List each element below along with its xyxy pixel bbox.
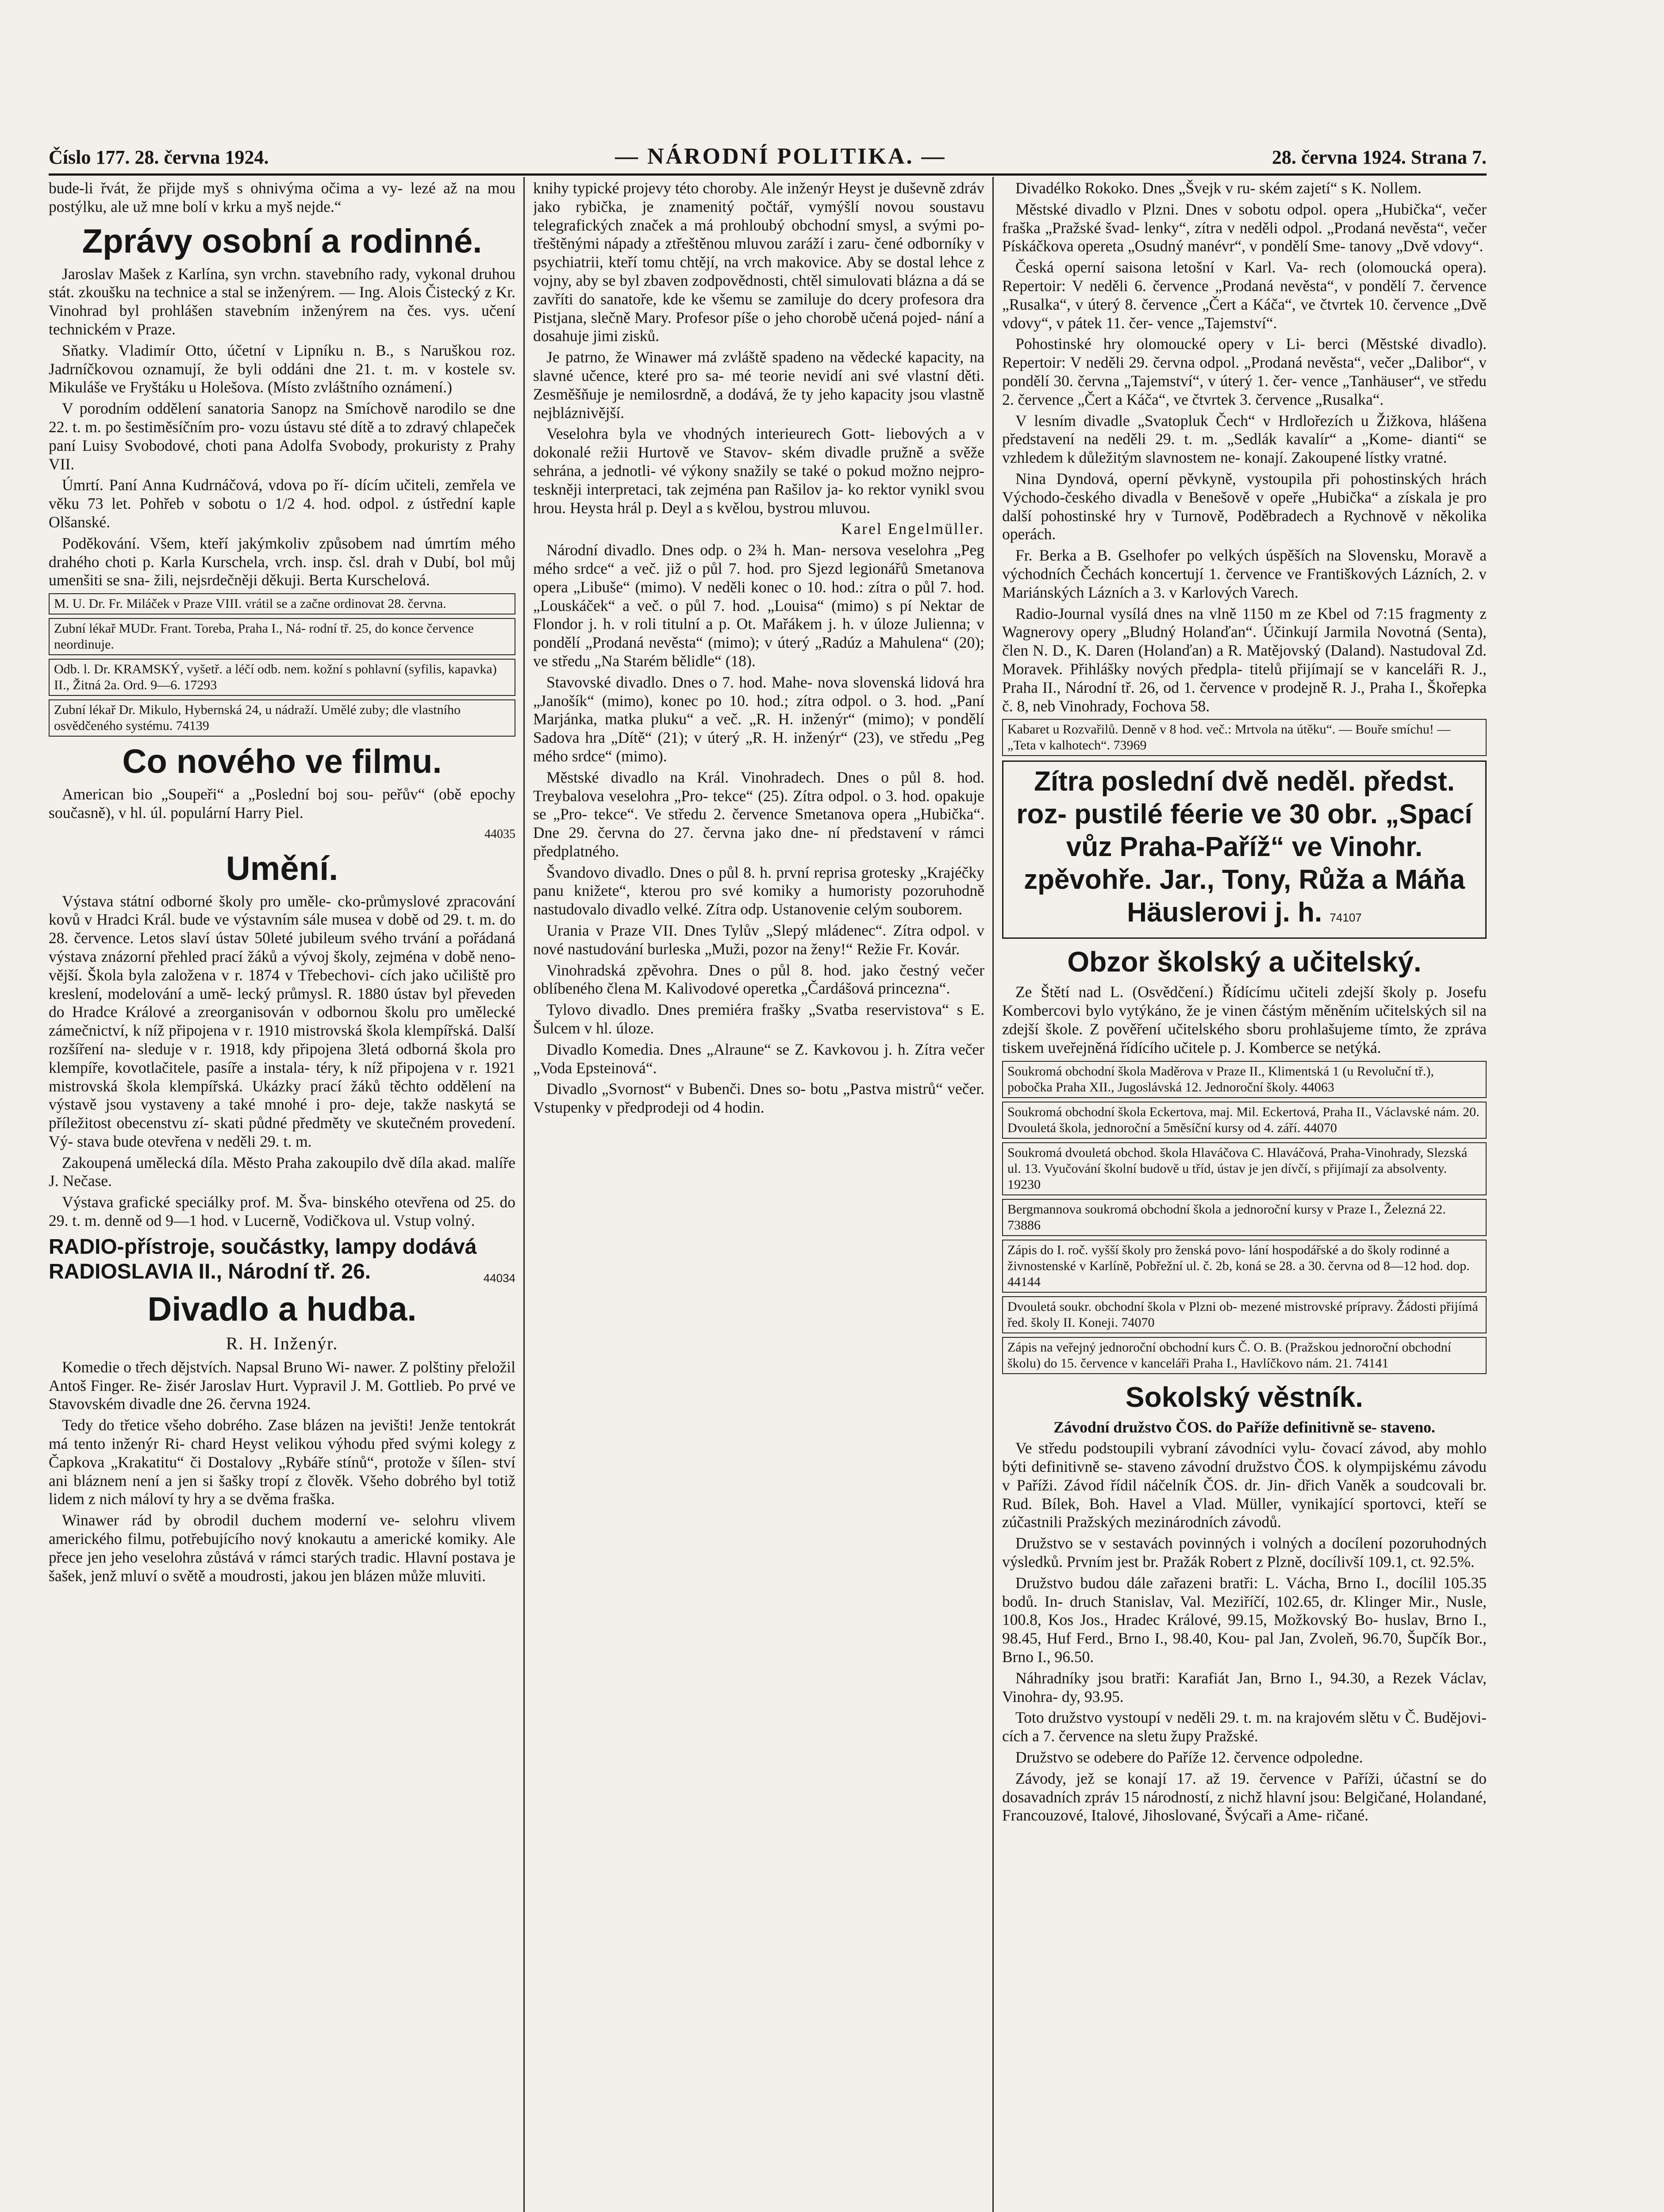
- theatre-notice: Pohostinské hry olomoucké opery v Li- berci (Městské divadlo). Repertoir: V neděli 29. června odpol. „Prodaná nevěsta“, večer „Dalibor“, v pondělí 30. června „Tajemství“, v úterý 1. čer- vence „Tanhäuser“, ve středu 2. července „Čert a Káča“, ve čtvrtek 3. července „Rusalka“.: [1002, 335, 1487, 408]
- article-continuation: bude-li řvát, že přijde myš s ohnivýma očima a vy- lezé až na mou postýlku, ale už mne bolí v krku a myš nejde.“: [49, 179, 515, 215]
- section-heading-theatre: Divadlo a hudba.: [147, 1290, 417, 1328]
- issue-number: Číslo 177. 28. června 1924.: [49, 146, 269, 168]
- school-advertisement: Zápis do I. roč. vyšší školy pro ženská povo- lání hospodářské a do školy rodinné a živnostenské v Karlíně, Pobřežní ul. č. 2b, koná se 28. a 30. června od 8—12 hod. dop. 44144: [1002, 1240, 1487, 1293]
- featured-ad-text: Zítra poslední dvě neděl. předst. roz- pustilé féerie ve 30 obr. „Spací vůz Praha-Paříž“ ve Vinohr. zpěvohře. Jar., Tony, Růža a Máňa Häuslerovi j. h.: [1016, 766, 1472, 928]
- article-paragraph: Náhradníky jsou bratři: Karafiát Jan, Brno I., 94.30, a Rezek Václav, Vinohra- dy, 93.95.: [1002, 1669, 1487, 1705]
- theatre-notice: Tylovo divadlo. Dnes premiéra frašky „Svatba reservistova“ s E. Šulcem v hl. úloze.: [533, 1001, 984, 1037]
- article-paragraph: Výstava grafické speciálky prof. M. Šva- binského otevřena od 25. do 29. t. m. denně od 9—1 hod. v Lucerně, Vodičkova ul. Vstup volný.: [49, 1193, 515, 1230]
- theatre-notice: Divadélko Rokoko. Dnes „Švejk v ru- ském zajetí“ s K. Nollem.: [1015, 179, 1422, 197]
- theatre-notice: Městské divadlo na Král. Vinohradech. Dnes o půl 8. hod. Treybalova veselohra „Pro- tekce“ (25). Zítra odpol. o 3. hod. opakuje se „Pro- tekce“. Ve středu 2. července Smetanova opera „Hubička“. Dne 29. června do 27. června jako dne- ní představení v rámci předplatného.: [533, 768, 984, 860]
- school-advertisement: Bergmannova soukromá obchodní škola a jednoroční kursy v Praze I., Železná 22. 73886: [1002, 1199, 1487, 1236]
- ad-code: 44035: [484, 827, 515, 841]
- article-paragraph: Tedy do třetice všeho dobrého. Zase blázen na jevišti! Jenže tentokrát má tento inženýr Ri- chard Heyst velikou výhodu před svými kolegy z Čapkova „Krakatitu“ či Dostalovy „Rybáře stínů“, protože v šílen- ství ani bláznem není a jen si šašky tropí z člověk. Všeho dobrého byl totiž lidem z nich máloví ty hry a se dvěma fraška.: [49, 1416, 515, 1508]
- masthead: [49, 146, 1487, 173]
- article-paragraph: Družstvo se v sestavách povinných i volných a docílení pozoruhodných výsledků. Prvním jest br. Pražák Robert z Plzně, docílivší 109.1, ct. 92.5%.: [1002, 1534, 1487, 1571]
- radio-advertisement: [49, 1235, 515, 1284]
- article-paragraph: knihy typické projevy této choroby. Ale inženýr Heyst je duševně zdráv jako rybička, je znamenitý počtář, vymýšlí novou soustavu telegrafických značek a má prohloubý obchodní smysl, a svými po- třeštěnými nápady a ztřeštěnou mluvou zaráží i zaru- čené odborníky v psychiatrii, kteří tomu chtějí, na vrch makovice. Aby se dostal lehce z vojny, aby se byl zbaven zodpovědnosti, chtěl simulovati blázna a dá se zavříti do sanatoře, kde ke všemu se zamiluje do dcery profesora dra Pistjana, slečně Mary. Profesor píše o jeho chorobě učená pojed- nání a dosahuje jimi zisků.: [533, 179, 984, 345]
- advertisement: Odb. l. Dr. KRAMSKÝ, vyšetř. a léčí odb. nem. kožní s pohlavní (syfilis, kapavka) II., Žitná 2a. Ord. 9—6. 17293: [49, 659, 515, 696]
- article-paragraph: Sňatky. Vladimír Otto, účetní v Lipníku n. B., s Naruškou roz. Jadrníčkovou oznamují, že byli oddáni dne 21. t. m. v kostele sv. Mikuláše ve Fryštáku u Holešova. (Místo zvláštního oznámení.): [49, 341, 515, 396]
- school-advertisement: Dvouletá soukr. obchodní škola v Plzni ob- mezené mistrovské prípravy. Žádosti přijímá řed. školy II. Koneji. 74070: [1002, 1296, 1487, 1333]
- section-heading-film: Co nového ve filmu.: [122, 743, 442, 781]
- theatre-notice: Nina Dyndová, operní pěvkyně, vystoupila při pohostinských hrách Východo-českého divadla v Benešově v opeře „Hubička“ a získala je pro další pohostinské hry v Turnově, Poděbradech a Rychnově v několika operách.: [1002, 469, 1487, 543]
- theatre-notice: Urania v Praze VII. Dnes Tylův „Slepý mládenec“. Zítra odpol. v nové nastudování burleska „Muži, pozor na ženy!“ Režie Fr. Kovár.: [533, 922, 984, 958]
- school-advertisement: Soukromá obchodní škola Maděrova v Praze II., Klimentská 1 (u Revoluční tř.), pobočka Praha XII., Jugoslávská 12. Jednoroční školy. 44063: [1002, 1061, 1487, 1098]
- article-paragraph: Komedie o třech dějstvích. Napsal Bruno Wi- nawer. Z polštiny přeložil Antoš Finger. Re- žisér Jaroslav Hurt. Vypravil J. M. Gottlieb. Po prvé ve Stavovském divadle dne 26. června 1924.: [49, 1358, 515, 1413]
- article-paragraph: Poděkování. Všem, kteří jakýmkoliv způsobem nad úmrtím mého drahého choti p. Karla Kurschela, vrch. insp. čsl. drah v Dubí, bol můj umenšiti se sna- žili, nejsrdečněji děkuji. Berta Kurschelová.: [49, 534, 515, 589]
- school-advertisement: Soukromá dvouletá obchod. škola Hlaváčova C. Hlaváčová, Praha-Vinohrady, Slezská ul. 13. Vyučování školní budově u tříd, ústav je jen dívčí, s přijímají za absolventy. 19230: [1002, 1142, 1487, 1195]
- author-signature: Karel Engelmüller.: [841, 520, 984, 538]
- article-paragraph: Družstvo budou dále zařazeni bratři: L. Vácha, Brno I., docílil 105.35 bodů. In- druch Stanislav, Val. Meziříčí, 102.65, dr. Klinger Mir., Nusle, 100.8, Kos Jos., Hradec Králové, 99.15, Možkovský Bo- huslav, Brno I., 98.45, Huf Ferd., Brno I., 98.40, Kou- pal Jan, Zvoleň, 96.70, Šupčík Bor., Brno I., 96.50.: [1002, 1574, 1487, 1666]
- theatre-notice: Národní divadlo. Dnes odp. o 2¾ h. Man- nersova veselohra „Peg mého srdce“ a več. již o půl 7. hod. pro Sjezd legionářů Smetanova opera „Libuše“ (mimo). V neděli konec o 10. hod.: zítra o půl 7. hod. „Louskáček“ a več. o půl 7. hod. „Louisa“ (mimo) s pí Nektar de Flondor j. h. v roli titulní a p. Ot. Mařákem j. h. v úloze Julienna; v pondělí „Prodaná nevěsta“ (mimo); v úterý „Radúz a Mahulena“ (20); ve středu „Na Starém bělidle“ (18).: [533, 541, 984, 670]
- review-title: R. H. Inženýr.: [226, 1333, 338, 1353]
- advertisement: M. U. Dr. Fr. Miláček v Praze VIII. vrátil se a začne ordinovat 28. června.: [49, 593, 515, 614]
- column-divider: [523, 177, 525, 2212]
- theatre-notice: Městské divadlo v Plzni. Dnes v sobotu odpol. opera „Hubička“, večer fraška „Pražské švad- lenky“, zítra v neděli odpol. „Prodaná nevěsta“, večer Pískáčkova opereta „Osudný manévr“, v pondělí Sme- tanovy „Dvě vdovy“.: [1002, 200, 1487, 255]
- article-paragraph: Ve středu podstoupili vybraní závodníci vylu- čovací závod, aby mohlo býti definitivně se- staveno závodní družstvo ČOS. k olympijskému závodu v Paříži. Závod řídil náčelník ČOS. dr. Jin- dřich Vaněk a soudcovali br. Rud. Bílek, Boh. Havel a Vlad. Müller, vynikající sportovci, kteří se zúčastnili Pražských mezinárodních závodů.: [1002, 1439, 1487, 1531]
- section-heading-personal: Zprávy osobní a rodinné.: [82, 222, 482, 260]
- article-headline: Závodní družstvo ČOS. do Paříže definitivně se- staveno.: [1053, 1418, 1435, 1436]
- article-paragraph: Úmrtí. Paní Anna Kudrnáčová, vdova po ří- dícím učiteli, zemřela ve věku 73 let. Pohřeb v sobotu o 1/2 4. hod. odpol. z ústřední kaple Olšanské.: [49, 476, 515, 531]
- section-heading-school: Obzor školský a učitelský.: [1067, 946, 1422, 978]
- article-paragraph: Výstava státní odborné školy pro uměle- cko-průmyslové zpracování kovů v Hradci Král. bude ve výstavním sále musea v době od 29. t. m. do 28. července. Letos slaví ústav 50leté jubileum svého trvání a pořádaná výstava znázorní přehled prací žáků a vývoj školy, zejména v době neno- vější. Škola byla založena v r. 1874 v Třebechovi- cích jako učiliště pro kreslení, modelování a umě- lecký průmysl. R. 1880 ústav byl převeden do Hradce Králové a zreorganisován v odbornou školu pro umělecké zámečnictví, k níž připojena v r. 1910 mistrovská škola klempířská. Další rozšíření na- sleduje v r. 1918, kdy připojena 3letá odborná škola pro klempíře, kovotlačitele, pasíře a instala- téry, k níž připojena v r. 1921 mistrovská škola klempířská. Ukázky prací žáků těchto oddělení na výstavě jsou vystaveny a také mnohé i pro- deje, takže naskytá se příležitost obecenstvu zí- skati půdné předměty ve skutečném provedení. Vý- stava bude otevřena v neděli 29. t. m.: [49, 892, 515, 1150]
- theatre-notice: Česká operní saisona letošní v Karl. Va- rech (olomoucká opera). Repertoir: V neděli 6. července „Prodaná nevěsta“, v pondělí 7. července „Rusalka“, v úterý 8. července „Čert a Káča“, ve čtvrtek 10. července „Dvě vdovy“, v pátek 11. čer- vence „Tajemství“.: [1002, 258, 1487, 332]
- theatre-notice: Vinohradská zpěvohra. Dnes o půl 8. hod. jako čestný večer oblíbeného člena M. Kalivodové operetka „Čardášová princezna“.: [533, 961, 984, 998]
- column-2: [533, 179, 984, 2212]
- column-1: [49, 179, 515, 2212]
- article-paragraph: Zakoupená umělecká díla. Město Praha zakoupilo dvě díla akad. malíře J. Nečase.: [49, 1153, 515, 1190]
- radio-ad-line: RADIOSLAVIA II., Národní tř. 26.: [49, 1260, 371, 1283]
- section-heading-sokol: Sokolský věstník.: [1125, 1381, 1364, 1413]
- column-3: [1002, 179, 1487, 2212]
- article-paragraph: Toto družstvo vystoupí v neděli 29. t. m. na krajovém slětu v Č. Budějovi- cích a 7. července na sletu župy Pražské.: [1002, 1709, 1487, 1745]
- section-heading-art: Umění.: [226, 849, 338, 887]
- ad-code: 74107: [1330, 911, 1362, 925]
- advertisement: Zubní lékař Dr. Mikulo, Hybernská 24, u nádraží. Umělé zuby; dle vlastního osvědčeného systému. 74139: [49, 699, 515, 737]
- theatre-notice: V lesním divadle „Svatopluk Čech“ v Hrdlořezích u Žižkova, hlášena představení na neděli 29. t. m. „Sedlák kavalír“ a „Kome- dianti“ se vzhledem k důležitým slavnostem ne- konají. Zakoupené lístky vratné.: [1002, 411, 1487, 467]
- column-divider: [992, 177, 994, 2212]
- article-paragraph: Družstvo se odebere do Paříže 12. července odpoledne.: [1015, 1748, 1363, 1767]
- newspaper-title: — NÁRODNÍ POLITIKA. —: [615, 144, 946, 169]
- article-paragraph: Jaroslav Mašek z Karlína, syn vrchn. stavebního rady, vykonal druhou stát. zkoušku na technice a stal se inženýrem. — Ing. Alois Čistecký z Kr. Vinohrad byl prohlášen stavebním inženýrem na čes. vys. učení technickém v Praze.: [49, 265, 515, 338]
- article-paragraph: V porodním oddělení sanatoria Sanopz na Smíchově narodilo se dne 22. t. m. po šestiměsíčním pro- vozu ústavu sté dítě a to zdravý chlapeček paní Luisy Svobodové, choti pana Adolfa Svobody, prokuristy z Prahy VII.: [49, 399, 515, 473]
- ad-code: 44034: [483, 1271, 515, 1285]
- theatre-notice: Radio-Journal vysílá dnes na vlně 1150 m ze Kbel od 7:15 fragmenty z Wagnerovy opery „Bludný Holanďan“. Účinkují Jarmila Novotná (Senta), člen N. D., K. Daren (Holanďan) a R. Matějovský (Daland). Nastudoval Zd. Moravek. Přihlášky nových předpla- titelů přijímají se v kanceláři R. J., Praha II., Národní tř. 26, od 1. července v prodejně R. J., Praha I., Škořepka č. 8, neb Vinohrady, Fochova 58.: [1002, 604, 1487, 715]
- theatre-notice: Divadlo Komedia. Dnes „Alraune“ se Z. Kavkovou j. h. Zítra večer „Voda Epsteinová“.: [533, 1040, 984, 1077]
- page-info: 28. června 1924. Strana 7.: [1272, 146, 1487, 168]
- article-paragraph: American bio „Soupeři“ a „Poslední boj sou- peřův“ (obě epochy současně), v hl. úl. populární Harry Piel.: [49, 785, 515, 822]
- article-paragraph: Winawer rád by obrodil duchem moderní ve- selohru vlivem amerického filmu, potřebujícího nový knokautu a americké komiky. Ale přece jen jeho veselohra zůstává v rámci starých tradic. Hlavní postava je šašek, jenž mluví o světě a moudrosti, jakou jen blázen může mluviti.: [49, 1511, 515, 1585]
- masthead-rule: [49, 173, 1487, 176]
- school-advertisement: Soukromá obchodní škola Eckertova, maj. Mil. Eckertová, Praha II., Václavské nám. 20. Dvouletá škola, jednoroční a 5měsíční kursy od 4. září. 44070: [1002, 1102, 1487, 1139]
- radio-ad-line: RADIO-přístroje, součástky, lampy dodává: [49, 1235, 477, 1259]
- theatre-notice: Stavovské divadlo. Dnes o 7. hod. Mahe- nova slovenská lidová hra „Janošík“ (mimo), konec po 10. hod.; zítra odpol. o 3. hod. „Paní Marjánka, matka pluku“ a več. „R. H. inženýr“ (mimo); v pondělí Sadova hra „Dítě“ (21); v úterý „R. H. inženýr“ (23), ve středu „Peg mého srdce“ (mimo).: [533, 673, 984, 765]
- article-paragraph: Závody, jež se konají 17. až 19. července v Paříži, účastní se do dosavadních zpráv 15 národností, z nichž hlavní jsou: Belgičané, Holandané, Francouzové, Italové, Jihoslované, Švýcaři a Ame- ričané.: [1002, 1769, 1487, 1824]
- article-paragraph: Ze Štětí nad L. (Osvědčení.) Řídícímu učiteli zdejší školy p. Josefu Kombercovi bylo vytýkáno, že je vinen částým měněním učitelských sil na zdejší škole. Z pověření učitelského sboru prohlašujeme tímto, že zpráva tiskem uveřejněná řídícího učitele p. J. Komberce se netýká.: [1002, 983, 1487, 1056]
- theatre-notice: Divadlo „Svornost“ v Bubenči. Dnes so- botu „Pastva mistrů“ večer. Vstupenky v předprodeji od 4 hodin.: [533, 1080, 984, 1117]
- theatre-notice: Švandovo divadlo. Dnes o půl 8. h. první reprisa grotesky „Krajéčky panu knižete“, kterou pro své komiky a humoristy pozoruhodně nastudovalo divadlo velké. Zítra odp. Ustanovenie celým souborem.: [533, 863, 984, 918]
- article-paragraph: Veselohra byla ve vhodných interieurech Gott- liebových a v dokonalé režii Hurtově ve Stavov- ském divadle pružně a svěže sehrána, a jednotli- vé výkony snažily se také o pokud možno nejpro- teskněji interpretaci, tak zejména pan Rašilov ja- ko rektor vynikl svou hrou. Heysta hrál p. Deyl a s kvělou, bystrou mluvou.: [533, 425, 984, 517]
- theatre-notice: Fr. Berka a B. Gselhofer po velkých úspěších na Slovensku, Moravě a východních Čechách koncertují 1. července ve Františkových Lázních, 2. v Mariánských Lázních a 3. v Karlových Varech.: [1002, 546, 1487, 601]
- advertisement: Zubní lékař MUDr. Frant. Toreba, Praha I., Ná- rodní tř. 25, do konce července neordinuje.: [49, 618, 515, 655]
- school-advertisement: Zápis na veřejný jednoroční obchodní kurs Č. O. B. (Pražskou jednoroční obchodní školu) do 15. července v kanceláři Praha I., Havlíčkovo nám. 21. 74141: [1002, 1337, 1487, 1374]
- featured-advertisement: [1002, 760, 1487, 939]
- advertisement: Kabaret u Rozvařilů. Denně v 8 hod. več.: Mrtvola na útěku“. — Bouře smíchu! — „Teta v kalhotech“. 73969: [1002, 719, 1487, 756]
- article-paragraph: Je patrno, že Winawer má zvláště spadeno na vědecké kapacity, na slavné učence, které pro sa- mé teorie nevidí ani své vlastní děti. Zesměšňuje je nemilosrdně, a dodává, že ty jeho kapacity jsou vlastně nejbláznivější.: [533, 348, 984, 422]
